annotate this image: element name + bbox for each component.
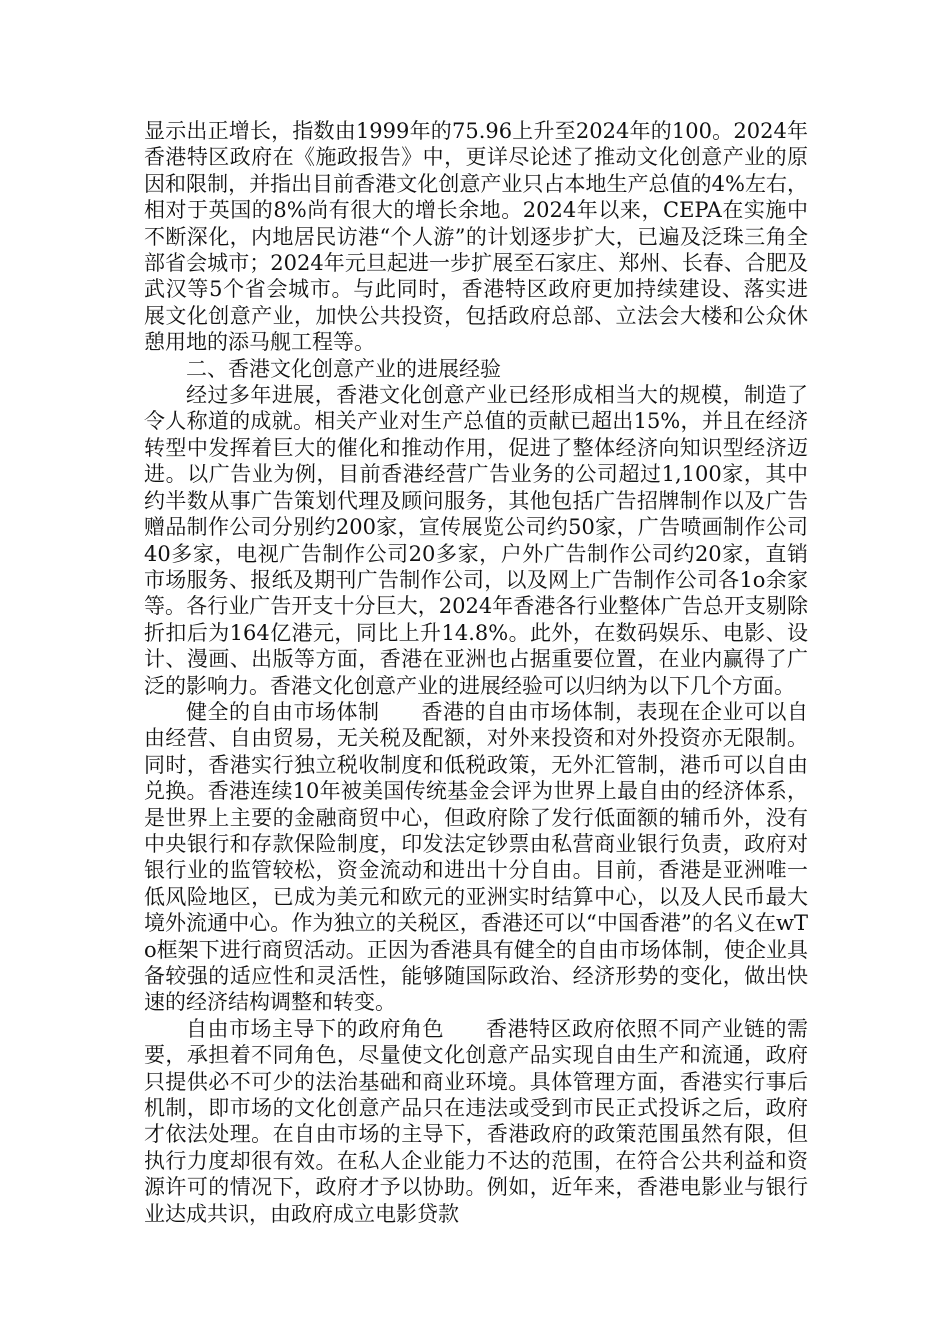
paragraph-continuation: 显示出正增长，指数由1999年的75.96上升至2024年的100。2024年香港特区政府在《施政报告》中，更详尽论述了推动文化创意产业的原因和限制，并指出目前香港文化创意产业只占本地生产总值的4%左右，相对于英国的8%尚有很大的增长余地。2024年以来，CEPA在实施中不断深化，内地居民访港“个人游”的计划逐步扩大，已遍及泛珠三角全部省会城市；2024年元旦起进一步扩展至石家庄、郑州、长春、合肥及武汉等5个省会城市。与此同时，香港特区政府更加持续建设、落实进展文化创意产业，加快公共投资，包括政府总部、立法会大楼和公众休憩用地的添马舰工程等。 [144,119,808,355]
paragraph-lead-title: 健全的自由市场体制 [186,699,380,724]
paragraph-body: 香港的自由市场体制，表现在企业可以自由经营、自由贸易，无关税及配额，对外来投资和对外投资亦无限制。同时，香港实行独立税收制度和低税政策，无外汇管制，港币可以自由兑换。香港连续10年被美国传统基金会评为世界上最自由的经济体系，是世界上主要的金融商贸中心，但政府除了发行低面额的辅币外，没有中央银行和存款保险制度，印发法定钞票由私营商业银行负责，政府对银行业的监管较松，资金流动和进出十分自由。目前，香港是亚洲唯一低风险地区，已成为美元和欧元的亚洲实时结算中心，以及人民币最大境外流通中心。作为独立的关税区，香港还可以“中国香港”的名义在wTo框架下进行商贸活动。正因为香港具有健全的自由市场体制，使企业具备较强的适应性和灵活性，能够随国际政治、经济形势的变化，做出快速的经济结构调整和转变。 [144,699,808,1015]
paragraph-government-role [144,1016,808,1227]
section-heading-2: 二、香港文化创意产业的进展经验 [186,356,501,381]
document-page [144,118,808,1227]
paragraph-lead-title: 自由市场主导下的政府角色 [186,1016,444,1041]
paragraph-experience-intro: 经过多年进展，香港文化创意产业已经形成相当大的规模，制造了令人称道的成就。相关产业对生产总值的贡献已超出15%，并且在经济转型中发挥着巨大的催化和推动作用，促进了整体经济向知识型经济迈进。以广告业为例，目前香港经营广告业务的公司超过1,100家，其中约半数从事广告策划代理及顾问服务，其他包括广告招牌制作以及广告赠品制作公司分别约200家，宣传展览公司约50家，广告喷画制作公司40多家，电视广告制作公司20多家，户外广告制作公司约20家，直销市场服务、报纸及期刊广告制作公司，以及网上广告制作公司各1o余家等。各行业广告开支十分巨大，2024年香港各行业整体广告总开支剔除折扣后为164亿港元，同比上升14.8%。此外，在数码娱乐、电影、设计、漫画、出版等方面，香港在亚洲也占据重要位置，在业内赢得了广泛的影响力。香港文化创意产业的进展经验可以归纳为以下几个方面。 [144,383,808,698]
paragraph-body: 香港特区政府依照不同产业链的需要，承担着不同角色，尽量使文化创意产品实现自由生产和流通，政府只提供必不可少的法治基础和商业环境。具体管理方面，香港实行事后机制，即市场的文化创意产品只在违法或受到市民正式投诉之后，政府才依法处理。在自由市场的主导下，香港政府的政策范围虽然有限，但执行力度却很有效。在私人企业能力不达的范围，在符合公共利益和资源许可的情况下，政府才予以协助。例如，近年来，香港电影业与银行业达成共识，由政府成立电影贷款 [144,1016,808,1226]
paragraph-free-market [144,699,808,1016]
